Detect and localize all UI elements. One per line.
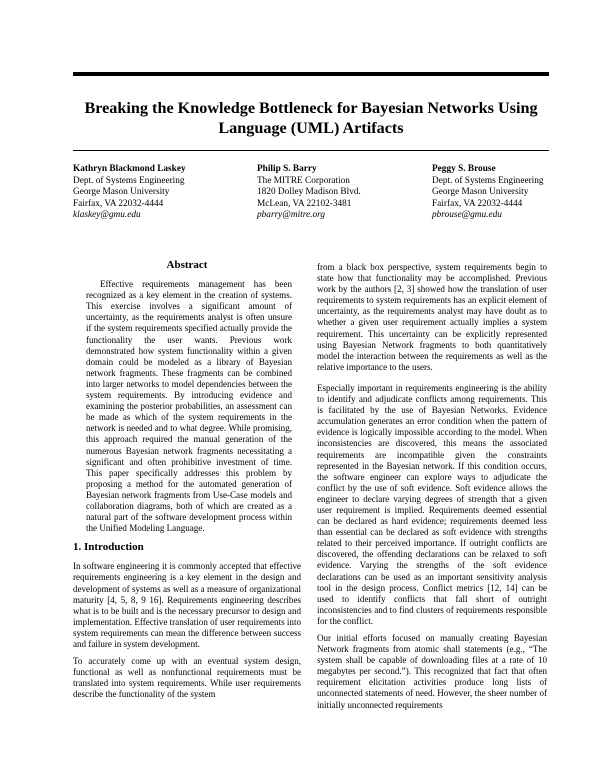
author-block-3 bbox=[432, 164, 544, 222]
body-paragraph: Our initial efforts focused on manually creating Bayesian Network fragments from atomic shall statements (e.g., “The system shall be capable of downloading files at a rate of 10 megabytes per second.”). This recognized that fact that often requirement elicitation activities produce long lists of unconnected statements of need. However, the sheer number of initially unconnected requirements bbox=[317, 633, 547, 710]
body-paragraph: from a black box perspective, system requirements begin to state how that functionality may be accomplished. Previous work by the authors [2, 3] showed how the translation of user requirements to system requirements has an explicit element of uncertainty, as the requirements analyst may have doubt as to whether a given user requirement actually implies a system requirement. This uncertainty can be explicitly represented using Bayesian Network fragments to both quantitatively model the interaction between the requirements as well as the relative importance to the users. bbox=[317, 262, 547, 372]
title-rule bbox=[73, 150, 549, 151]
author-name: Philip S. Barry bbox=[257, 164, 317, 174]
author-affiliation: Dept. of Systems Engineering bbox=[73, 175, 185, 186]
paper-title: Breaking the Knowledge Bottleneck for Bayesian Networks Using Language (UML) Artifacts bbox=[84, 99, 538, 137]
author-name: Kathryn Blackmond Laskey bbox=[73, 164, 186, 174]
author-name: Peggy S. Brouse bbox=[432, 164, 496, 174]
author-block-1 bbox=[73, 164, 186, 222]
body-paragraph: To accurately come up with an eventual system design, functional as well as nonfunctional requirements must be translated into system requirements. While user requirements describe the functionality of the system bbox=[73, 656, 301, 700]
abstract-heading: Abstract bbox=[166, 259, 208, 271]
author-email: klaskey@gmu.edu bbox=[73, 210, 141, 221]
author-block-2 bbox=[257, 164, 361, 222]
author-address: Fairfax, VA 22032-4444 bbox=[73, 198, 164, 209]
author-affiliation: Dept. of Systems Engineering bbox=[432, 175, 544, 186]
left-column bbox=[73, 260, 301, 706]
right-column bbox=[317, 262, 547, 717]
abstract-text: Effective requirements management has been recognized as a key element in the creation of systems. This exercise involves a significant amount of uncertainty, as the requirements analyst is often unsure if the system requirements specified actually provide the functionality the user wants. Previous work demonstrated how system functionality within a given domain could be modeled as a library of Bayesian network fragments. These fragments can be combined into larger networks to model dependencies between the system requirements. By introducing evidence and examining the posterior probabilities, an assessment can be made as which of the system requirements in the network is needed and to what degree. While promising, this approach required the manual generation of the numerous Bayesian network fragments necessitating a significant and often prohibitive investment of time. This paper specifically addresses this problem by proposing a method for the automated generation of Bayesian network fragments from Use-Case models and collaboration diagrams, both of which are created as a natural part of the software development process within the Unified Modeling Language. bbox=[86, 279, 292, 534]
author-affiliation: The MITRE Corporation bbox=[257, 175, 350, 186]
body-paragraph: In software engineering it is commonly accepted that effective requirements engineering is a key element in the design and development of systems as well as a measure of organizational maturity [4, 5, 8, 9 16]. Requirements engineering describes what is to be built and is the necessary precursor to design and implementation. Effective translation of user requirements into system requirements can mean the difference between success and failure in system development. bbox=[73, 561, 301, 649]
body-paragraph: Especially important in requirements engineering is the ability to identify and adjudicate conflicts among requirements. This is facilitated by the use of Bayesian Networks. Evidence accumulation generates an error condition when the pattern of evidence is logically impossible according to the model. When inconsistencies are discovered, this means the associated requirements are incompatible given the constraints represented in the Bayesian network. If this condition occurs, the software engineer can explore ways to adjudicate the conflict by the use of soft evidence. Soft evidence allows the engineer to declare varying degrees of strength that a given user requirement is implied. Requirements deemed essential can be declared as hard evidence; requirements deemed less than essential can be declared as soft evidence with strengths related to their perceived importance. If outright conflicts are discovered, the offending declarations can be relaxed to soft evidence. Varying the strengths of the soft evidence declarations can be used as an important sensitivity analysis tool in the design process. Conflict metrics [12, 14] can be used to identify conflicts that fall short of outright inconsistencies and to find clusters of requirements responsible for the conflict. bbox=[317, 382, 547, 626]
section-heading: 1. Introduction bbox=[73, 541, 144, 554]
top-rule bbox=[73, 72, 549, 76]
author-affiliation: George Mason University bbox=[432, 187, 529, 198]
author-affiliation: George Mason University bbox=[73, 187, 170, 198]
author-email: pbrouse@gmu.edu bbox=[432, 210, 502, 221]
author-email: pbarry@mitre.org bbox=[257, 210, 326, 221]
author-affiliation: 1820 Dolley Madison Blvd. bbox=[257, 187, 361, 198]
author-address: McLean, VA 22102-3481 bbox=[257, 198, 352, 209]
author-address: Fairfax, VA 22032-4444 bbox=[432, 198, 523, 209]
